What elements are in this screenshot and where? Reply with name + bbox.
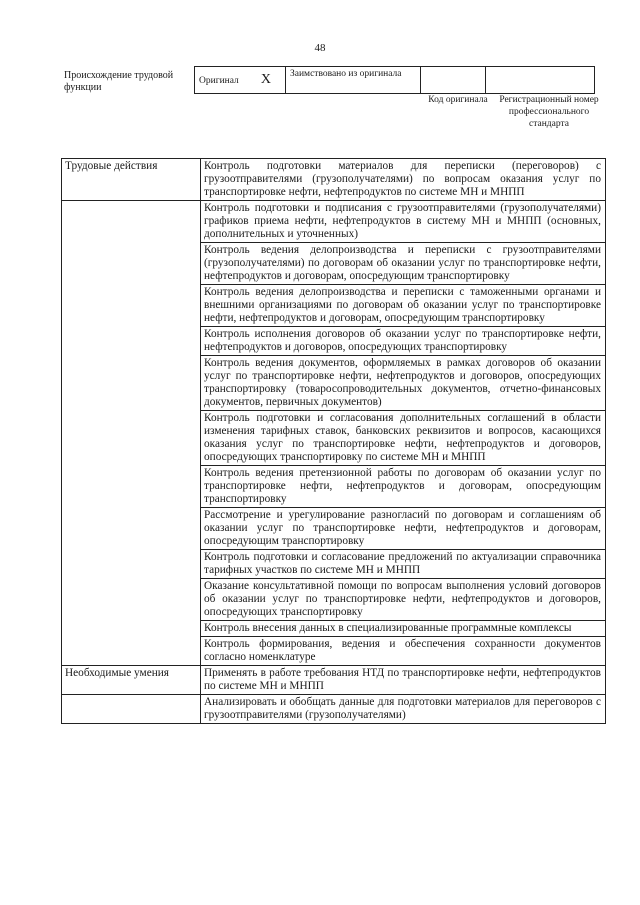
labor-actions-label-continued — [62, 637, 201, 666]
labor-actions-label-continued — [62, 356, 201, 411]
labor-action-row — [62, 201, 606, 243]
description-cell: Контроль ведения делопроизводства и переписки с таможенными органами и внешними организациями по договорам об оказании услуг по транспортировке нефти, нефтепродуктов и договорам, опосредующим транспортировку — [201, 285, 606, 327]
skill-row — [62, 695, 606, 724]
borrowed-cell: Заимствовано из оригинала — [286, 67, 421, 94]
labor-actions-label-continued — [62, 621, 201, 637]
origin-label: Происхождение трудовой функции — [64, 70, 174, 93]
description-cell: Применять в работе требования НТД по транспортировке нефти, нефтепродуктов по системе МН и МНПП — [201, 666, 606, 695]
code-caption: Код оригинала — [428, 95, 488, 105]
labor-action-row — [62, 285, 606, 327]
labor-action-row — [62, 327, 606, 356]
description-cell: Анализировать и обобщать данные для подготовки материалов для переговоров с грузоотправителями (грузополучателями) — [201, 695, 606, 724]
labor-actions-label-continued — [62, 579, 201, 621]
original-label: Оригинал — [199, 75, 239, 86]
description-cell: Контроль ведения документов, оформляемых в рамках договоров об оказании услуг по транспортировке нефти, нефтепродуктов и договоров, опосредующих транспортировку (товаросопроводительных документов, отчетно-финансовых документов, первичных документов) — [201, 356, 606, 411]
description-cell: Контроль ведения делопроизводства и переписки с грузоотправителями (грузополучателями) по договорам об оказании услуг по транспортировке нефти, нефтепродуктов и договорам, опосредующим транспортировку — [201, 243, 606, 285]
labor-actions-label-continued — [62, 411, 201, 466]
description-cell: Контроль формирования, ведения и обеспечения сохранности документов согласно номенклатуре — [201, 637, 606, 666]
page-number: 48 — [314, 42, 326, 54]
labor-action-row — [62, 579, 606, 621]
labor-action-row — [62, 621, 606, 637]
labor-actions-label-continued — [62, 327, 201, 356]
reg-number-cell — [486, 67, 595, 94]
labor-actions-label-continued — [62, 508, 201, 550]
original-cell — [195, 67, 286, 94]
origin-table — [194, 66, 595, 94]
labor-actions-label-continued — [62, 201, 201, 243]
description-cell: Контроль исполнения договоров об оказании услуг по транспортировке нефти, нефтепродуктов и договоров, опосредующих транспортировку — [201, 327, 606, 356]
labor-actions-label-continued — [62, 550, 201, 579]
labor-actions-label-continued — [62, 243, 201, 285]
labor-actions-label-continued — [62, 466, 201, 508]
labor-action-row — [62, 356, 606, 411]
reg-number-caption: Регистрационный номер профессионального стандарта — [499, 95, 599, 129]
description-cell: Рассмотрение и урегулирование разногласий по договорам и соглашениям об оказании услуг по транспортировке нефти, нефтепродуктов и договорам, опосредующим транспортировку — [201, 508, 606, 550]
labor-action-row — [62, 508, 606, 550]
skills-label-continued — [62, 695, 201, 724]
description-cell: Контроль подготовки материалов для переписки (переговоров) с грузоотправителями (грузополучателями) по вопросам оказания услуг по транспортировке нефти, нефтепродуктов по системе МН и МНПП — [201, 159, 606, 201]
labor-action-row — [62, 550, 606, 579]
labor-action-row — [62, 411, 606, 466]
code-cell — [421, 67, 486, 94]
labor-action-row — [62, 243, 606, 285]
labor-action-row — [62, 637, 606, 666]
original-mark: X — [260, 71, 271, 87]
labor-action-row — [62, 466, 606, 508]
description-cell: Контроль ведения претензионной работы по договорам об оказании услуг по транспортировке нефти, нефтепродуктов и договорам, опосредующим транспортировку — [201, 466, 606, 508]
function-table — [61, 158, 606, 724]
skills-label: Необходимые умения — [62, 666, 201, 695]
description-cell: Контроль подготовки и согласование предложений по актуализации справочника тарифных участков по системе МН и МНПП — [201, 550, 606, 579]
description-cell: Контроль внесения данных в специализированные программные комплексы — [201, 621, 606, 637]
skill-row — [62, 666, 606, 695]
description-cell: Контроль подготовки и подписания с грузоотправителями (грузополучателями) графиков приема нефти, нефтепродуктов в систему МН и МНПП (основных, дополнительных и уточненных) — [201, 201, 606, 243]
labor-action-row — [62, 159, 606, 201]
description-cell: Контроль подготовки и согласования дополнительных соглашений в области изменения тарифных ставок, банковских реквизитов и вопросов, касающихся оказания услуг по транспортировке нефти, нефтепродуктов и договоров, опосредующих транспортировку по системе МН и МНПП — [201, 411, 606, 466]
labor-actions-label-continued — [62, 285, 201, 327]
labor-actions-label: Трудовые действия — [62, 159, 201, 201]
description-cell: Оказание консультативной помощи по вопросам выполнения условий договоров об оказании услуг по транспортировке нефти, нефтепродуктов и договоров, опосредующих транспортировку — [201, 579, 606, 621]
